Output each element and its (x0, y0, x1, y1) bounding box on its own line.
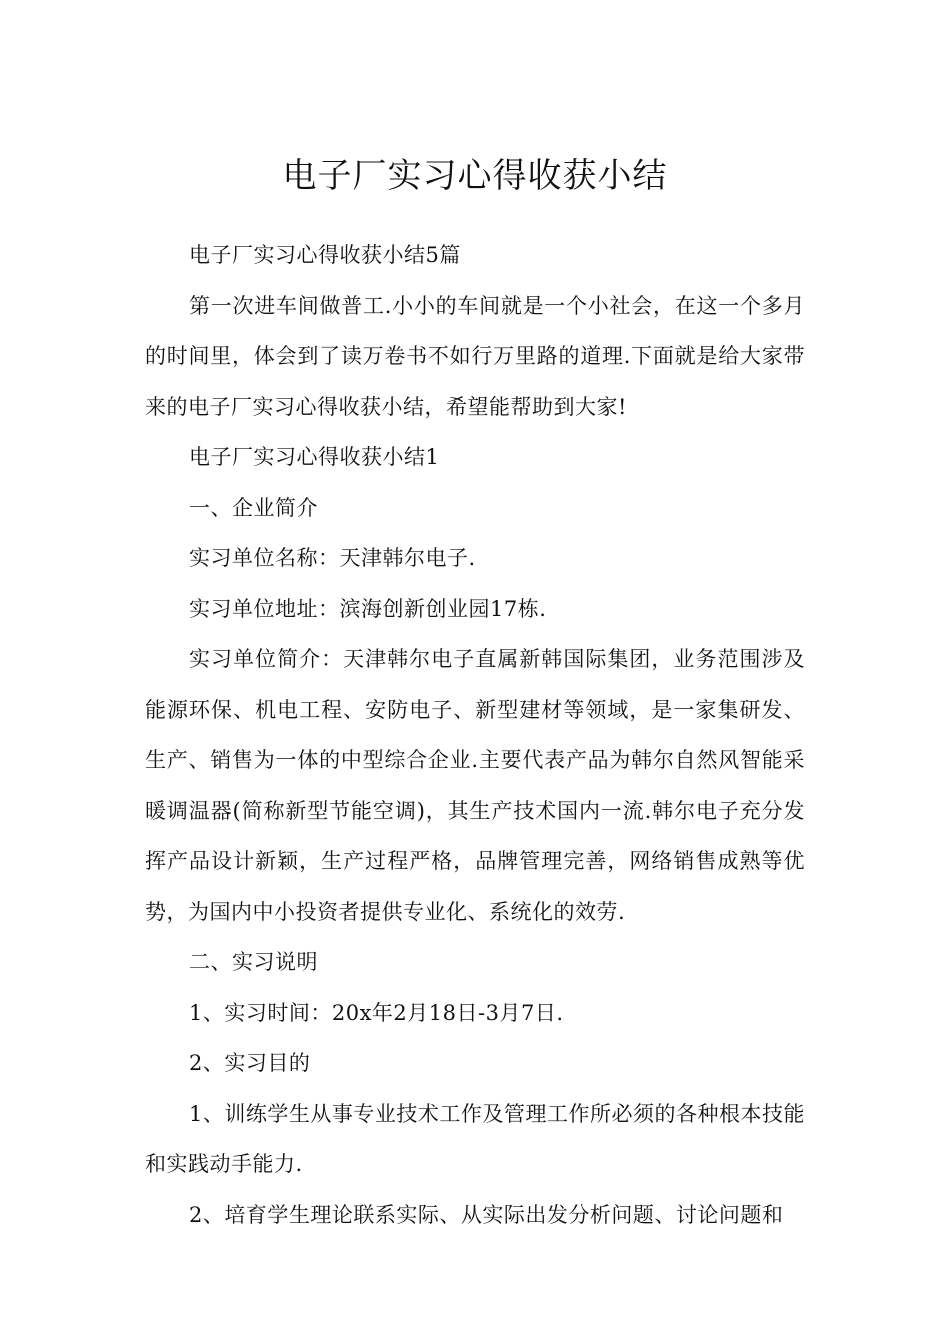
paragraph-internship-goal-heading: 2、实习目的 (189, 1051, 311, 1075)
paragraph-goal-1: 1、训练学生从事专业技术工作及管理工作所必须的各种根本技能和实践动手能力. (145, 1101, 805, 1176)
paragraph-internship-time: 1、实习时间：20x年2月18日-3月7日. (189, 1000, 564, 1025)
document-body (145, 230, 805, 1240)
paragraph-company-profile: 实习单位简介：天津韩尔电子直属新韩国际集团，业务范围涉及能源环保、机电工程、安防电子、新型建材等领域，是一家集研发、生产、销售为一体的中型综合企业.主要代表产品为韩尔自然风智能采暖调温器(简称新型节能空调)，其生产技术国内一流.韩尔电子充分发挥产品设计新颖，生产过程严格，品牌管理完善，网络销售成熟等优势，为国内中小投资者提供专业化、系统化的效劳. (145, 647, 805, 924)
paragraph-intro: 第一次进车间做普工.小小的车间就是一个小社会，在这一个多月的时间里，体会到了读万卷书不如行万里路的道理.下面就是给大家带来的电子厂实习心得收获小结，希望能帮助到大家! (145, 293, 805, 419)
paragraph-company-heading: 一、企业简介 (189, 495, 318, 520)
paragraph-company-address: 实习单位地址：滨海创新创业园17栋. (189, 596, 547, 621)
paragraph-section-heading: 电子厂实习心得收获小结1 (189, 445, 440, 469)
document-title: 电子厂实习心得收获小结 (282, 155, 668, 196)
paragraph-subtitle: 电子厂实习心得收获小结5篇 (189, 243, 461, 267)
paragraph-goal-2: 2、培育学生理论联系实际、从实际出发分析问题、讨论问题和 (189, 1202, 784, 1227)
paragraph-company-name: 实习单位名称：天津韩尔电子. (189, 546, 476, 570)
paragraph-internship-heading: 二、实习说明 (189, 950, 318, 974)
